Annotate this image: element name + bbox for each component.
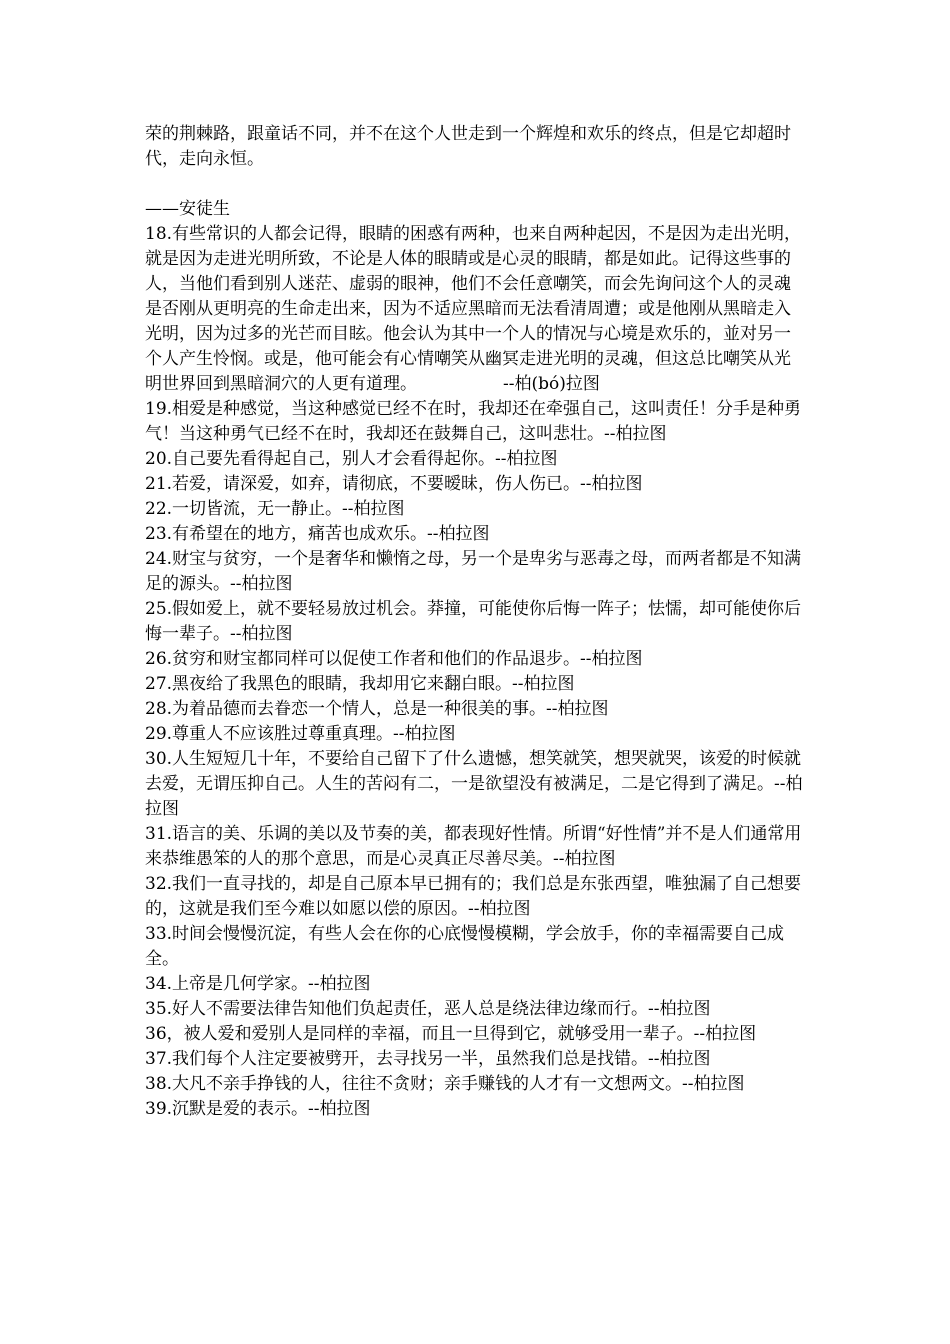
quote-33: 33.时间会慢慢沉淀，有些人会在你的心底慢慢模糊，学会放手，你的幸福需要自己成全。 (145, 924, 785, 969)
quote-20: 20.自己要先看得起自己，别人才会看得起你。--柏拉图 (145, 449, 558, 469)
paragraph-gap (145, 172, 805, 197)
quote-37: 37.我们每个人注定要被劈开，去寻找另一半，虽然我们总是找错。--柏拉图 (145, 1049, 711, 1069)
quote-18-text: 18.有些常识的人都会记得，眼睛的困惑有两种，也来自两种起因，不是因为走出光明，就是因为走进光明所致，不论是人体的眼睛或是心灵的眼睛，都是如此。记得这些事的人，当他们看到别人迷茫、虚弱的眼神，他们不会任意嘲笑，而会先询问这个人的灵魂是否刚从更明亮的生命走出来，因为不适应黑暗而无法看清周遭；或是他刚从黑暗走入光明，因为过多的光芒而目眩。他会认为其中一个人的情况与心境是欢乐的，並对另一个人产生怜悯。或是，他可能会有心情嘲笑从幽冥走进光明的灵魂，但这总比嘲笑从光明世界回到黑暗洞穴的人更有道理。 (145, 224, 802, 394)
opening-author: ——安徒生 (145, 199, 230, 219)
quote-25: 25.假如爱上，就不要轻易放过机会。莽撞，可能使你后悔一阵子；怯懦，却可能使你后悔一辈子。--柏拉图 (145, 599, 802, 644)
quote-36: 36，被人爱和爱别人是同样的幸福，而且一旦得到它，就够受用一辈子。--柏拉图 (145, 1024, 757, 1044)
quote-32: 32.我们一直寻找的，却是自己原本早已拥有的；我们总是东张西望，唯独漏了自己想要的，这就是我们至今难以如愿以偿的原因。--柏拉图 (145, 874, 802, 919)
quote-31: 31.语言的美、乐调的美以及节奏的美，都表现好性情。所谓“好性情”并不是人们通常用来恭维愚笨的人的那个意思，而是心灵真正尽善尽美。--柏拉图 (145, 824, 802, 869)
opening-paragraph: 荣的荆棘路，跟童话不同，并不在这个人世走到一个辉煌和欢乐的终点，但是它却超时代，走向永恒。 (145, 124, 791, 169)
quote-34: 34.上帝是几何学家。--柏拉图 (145, 974, 371, 994)
quote-39: 39.沉默是爱的表示。--柏拉图 (145, 1099, 371, 1119)
quote-19: 19.相爱是种感觉，当这种感觉已经不在时，我却还在牵强自己，这叫责任！分手是种勇气！当这种勇气已经不在时，我却还在鼓舞自己，这叫悲壮。--柏拉图 (145, 399, 802, 444)
quote-38: 38.大凡不亲手挣钱的人，往往不贪财；亲手赚钱的人才有一文想两文。--柏拉图 (145, 1074, 745, 1094)
quote-35: 35.好人不需要法律告知他们负起责任，恶人总是绕法律边缘而行。--柏拉图 (145, 999, 711, 1019)
quote-26: 26.贫穷和财宝都同样可以促使工作者和他们的作品退步。--柏拉图 (145, 649, 643, 669)
document-body (145, 122, 805, 1122)
quote-24: 24.财宝与贫穷，一个是奢华和懒惰之母，另一个是卑劣与恶毒之母，而两者都是不知满足的源头。--柏拉图 (145, 549, 802, 594)
quote-18 (145, 222, 805, 397)
quote-28: 28.为着品德而去眷恋一个情人，总是一种很美的事。--柏拉图 (145, 699, 609, 719)
quote-27: 27.黑夜给了我黑色的眼睛，我却用它来翻白眼。--柏拉图 (145, 674, 575, 694)
quote-30: 30.人生短短几十年，不要给自己留下了什么遗憾，想笑就笑，想哭就哭，该爱的时候就去爱，无谓压抑自己。人生的苦闷有二，一是欲望没有被满足，二是它得到了满足。--柏拉图 (145, 749, 803, 819)
quote-21: 21.若爱，请深爱，如弃，请彻底，不要暧昧，伤人伤已。--柏拉图 (145, 474, 643, 494)
quote-22: 22.一切皆流，无一静止。--柏拉图 (145, 499, 405, 519)
quote-23: 23.有希望在的地方，痛苦也成欢乐。--柏拉图 (145, 524, 490, 544)
quote-18-attribution: --柏(bó)拉图 (503, 374, 600, 394)
quote-29: 29.尊重人不应该胜过尊重真理。--柏拉图 (145, 724, 456, 744)
